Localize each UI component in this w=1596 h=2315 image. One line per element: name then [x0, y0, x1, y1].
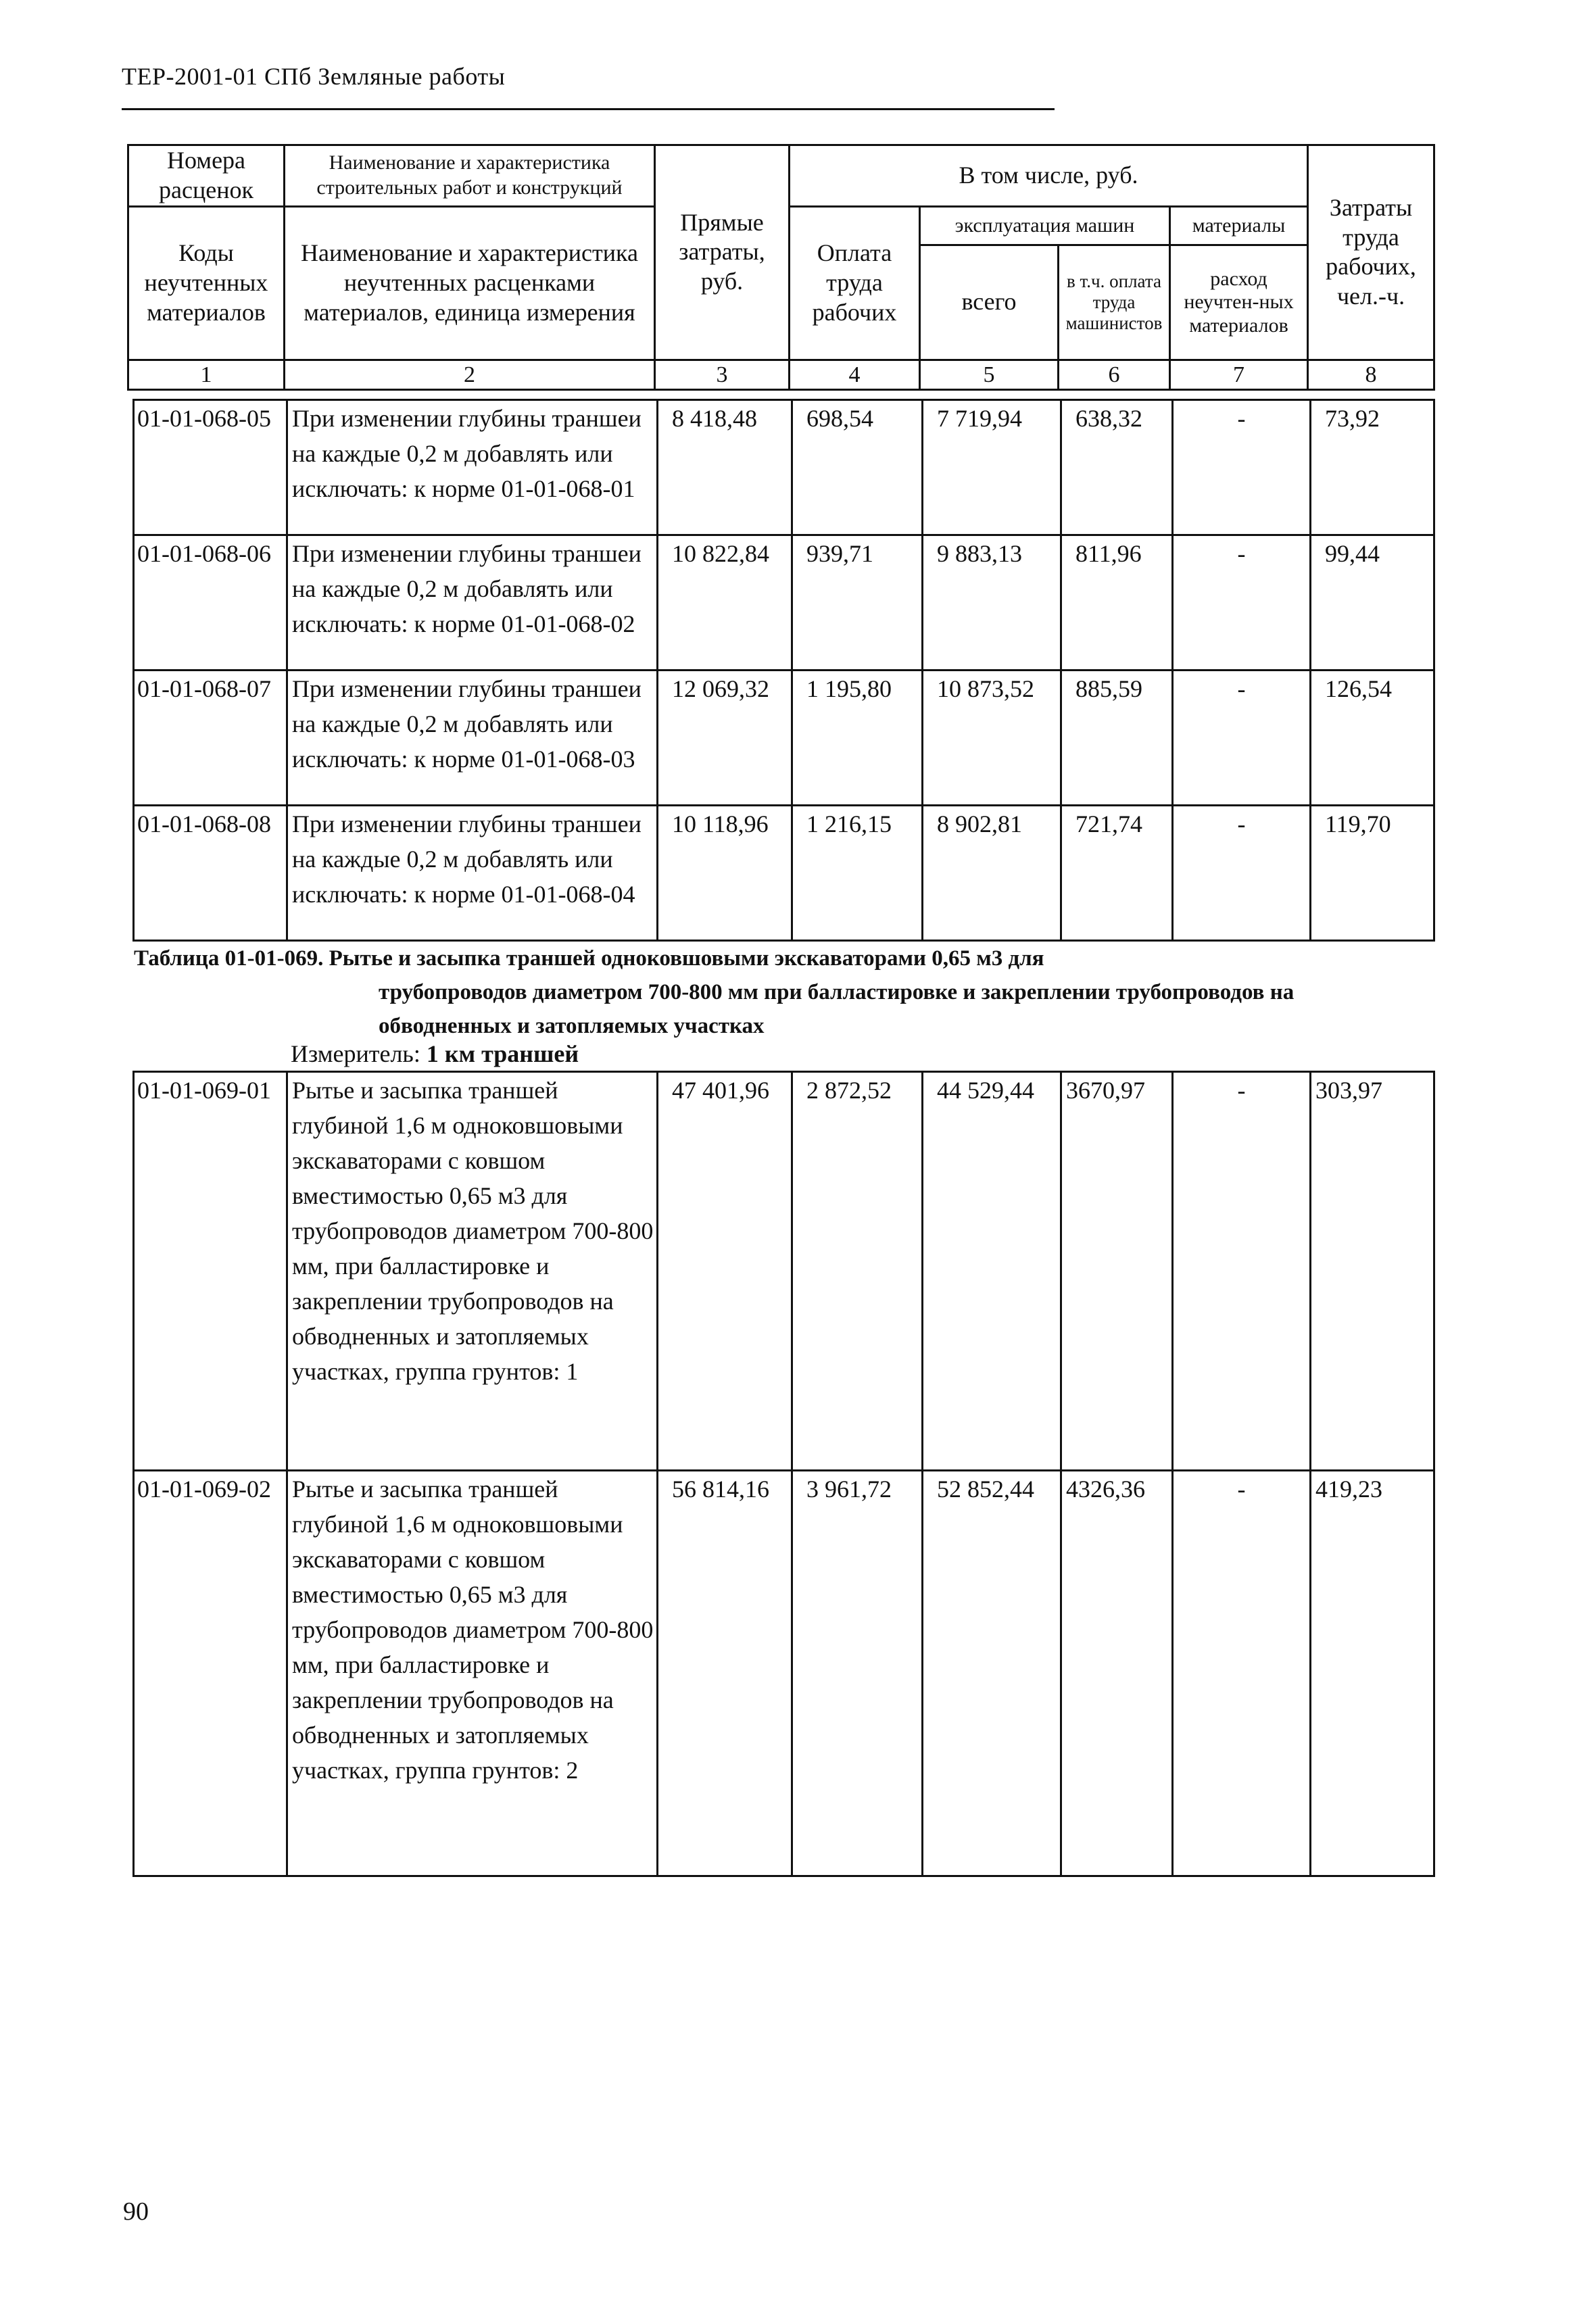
col8-header: Затраты труда рабочих, чел.-ч.: [1308, 145, 1434, 360]
rate-code: 01-01-069-02: [134, 1471, 287, 1876]
labor-hours: 419,23: [1311, 1471, 1434, 1876]
labor-hours: 119,70: [1311, 806, 1434, 941]
direct-cost: 56 814,16: [658, 1471, 792, 1876]
col7-header: расход неучтен-ных материалов: [1170, 245, 1308, 360]
table-row: [134, 671, 1434, 806]
rate-name: При изменении глубины траншеи на каждые 0,2 м добавлять или исключать: к норме 01-01-068-02: [287, 535, 658, 671]
machinist-labor-cost: 638,32: [1061, 400, 1173, 535]
incl-group-header: В том числе, руб.: [790, 145, 1308, 207]
machinist-labor-cost: 885,59: [1061, 671, 1173, 806]
direct-cost: 8 418,48: [658, 400, 792, 535]
col2-top-header: Наименование и характеристика строительных работ и конструкций: [285, 145, 655, 207]
table-row: [134, 400, 1434, 535]
rate-code: 01-01-068-05: [134, 400, 287, 535]
unit-label: Измеритель:: [291, 1040, 420, 1067]
rate-code: 01-01-069-01: [134, 1072, 287, 1471]
machine-cost: 52 852,44: [923, 1471, 1061, 1876]
unit-value: 1 км траншей: [426, 1040, 579, 1067]
labor-cost: 3 961,72: [792, 1471, 923, 1876]
labor-hours: 99,44: [1311, 535, 1434, 671]
rate-name: При изменении глубины траншеи на каждые 0,2 м добавлять или исключать: к норме 01-01-068-03: [287, 671, 658, 806]
page-number: 90: [123, 2197, 149, 2226]
labor-cost: 1 195,80: [792, 671, 923, 806]
labor-cost: 1 216,15: [792, 806, 923, 941]
machine-cost: 7 719,94: [923, 400, 1061, 535]
machine-cost: 10 873,52: [923, 671, 1061, 806]
machine-cost: 8 902,81: [923, 806, 1061, 941]
machinist-labor-cost: 811,96: [1061, 535, 1173, 671]
rates-table-069: [132, 1071, 1435, 1877]
col-number-1: 1: [128, 360, 285, 389]
col3-header: Прямые затраты, руб.: [655, 145, 790, 360]
machines-header: эксплуатация машин: [920, 206, 1170, 245]
measurement-unit: [291, 1040, 579, 1068]
machine-cost: 9 883,13: [923, 535, 1061, 671]
labor-cost: 939,71: [792, 535, 923, 671]
direct-cost: 10 118,96: [658, 806, 792, 941]
materials-header: материалы: [1170, 206, 1308, 245]
col-number-5: 5: [920, 360, 1059, 389]
col5-header: всего: [920, 245, 1059, 360]
labor-cost: 698,54: [792, 400, 923, 535]
materials-value: -: [1173, 400, 1311, 535]
materials-value: -: [1173, 806, 1311, 941]
caption-line-2: трубопроводов диаметром 700-800 мм при балластировке и закреплении трубопроводов на: [379, 980, 1295, 1004]
col-number-4: 4: [790, 360, 920, 389]
col-number-7: 7: [1170, 360, 1308, 389]
machine-cost: 44 529,44: [923, 1072, 1061, 1471]
rate-name: Рытье и засыпка траншей глубиной 1,6 м одноковшовыми экскаваторами с ковшом вместимостью 0,65 м3 для трубопроводов диаметром 700-800 мм, при балластировке и закреплении трубопроводов на обводненных и затопляемых участках, группа грунтов: 2: [287, 1471, 658, 1876]
table-row: [134, 1072, 1434, 1471]
table-row: [134, 535, 1434, 671]
table-row: [134, 1471, 1434, 1876]
col1-bottom-header: Коды неучтенных материалов: [128, 206, 285, 360]
materials-value: -: [1173, 671, 1311, 806]
labor-hours: 303,97: [1311, 1072, 1434, 1471]
rate-code: 01-01-068-06: [134, 535, 287, 671]
caption-line-3: обводненных и затопляемых участках: [379, 1014, 765, 1038]
header-rule: [122, 108, 1055, 110]
caption-line-1: Таблица 01-01-069. Рытье и засыпка траншей одноковшовыми экскаваторами 0,65 м3 для: [134, 946, 1044, 971]
machinist-labor-cost: 721,74: [1061, 806, 1173, 941]
rate-code: 01-01-068-07: [134, 671, 287, 806]
machinist-labor-cost: 4326,36: [1061, 1471, 1173, 1876]
labor-cost: 2 872,52: [792, 1072, 923, 1471]
rate-name: При изменении глубины траншеи на каждые 0,2 м добавлять или исключать: к норме 01-01-068-04: [287, 806, 658, 941]
rate-code: 01-01-068-08: [134, 806, 287, 941]
rate-name: Рытье и засыпка траншей глубиной 1,6 м одноковшовыми экскаваторами с ковшом вместимостью 0,65 м3 для трубопроводов диаметром 700-800 мм, при балластировке и закреплении трубопроводов на обводненных и затопляемых участках, группа грунтов: 1: [287, 1072, 658, 1471]
col-number-3: 3: [655, 360, 790, 389]
materials-value: -: [1173, 535, 1311, 671]
col-number-8: 8: [1308, 360, 1434, 389]
table-caption: [134, 942, 1459, 1043]
labor-hours: 73,92: [1311, 400, 1434, 535]
col-number-6: 6: [1059, 360, 1170, 389]
col-number-2: 2: [285, 360, 655, 389]
column-header-table: [127, 144, 1435, 391]
machinist-labor-cost: 3670,97: [1061, 1072, 1173, 1471]
direct-cost: 12 069,32: [658, 671, 792, 806]
labor-hours: 126,54: [1311, 671, 1434, 806]
materials-value: -: [1173, 1471, 1311, 1876]
col2-bottom-header: Наименование и характеристика неучтенных расценками материалов, единица измерения: [285, 206, 655, 360]
table-row: [134, 806, 1434, 941]
direct-cost: 10 822,84: [658, 535, 792, 671]
col1-top-header: Номера расценок: [128, 145, 285, 207]
materials-value: -: [1173, 1072, 1311, 1471]
direct-cost: 47 401,96: [658, 1072, 792, 1471]
col4-header: Оплата труда рабочих: [790, 206, 920, 360]
col6-header: в т.ч. оплата труда машинистов: [1059, 245, 1170, 360]
rate-name: При изменении глубины траншеи на каждые 0,2 м добавлять или исключать: к норме 01-01-068-01: [287, 400, 658, 535]
running-title: ТЕР-2001-01 СПб Земляные работы: [122, 63, 506, 90]
rates-table-068: [132, 399, 1435, 942]
